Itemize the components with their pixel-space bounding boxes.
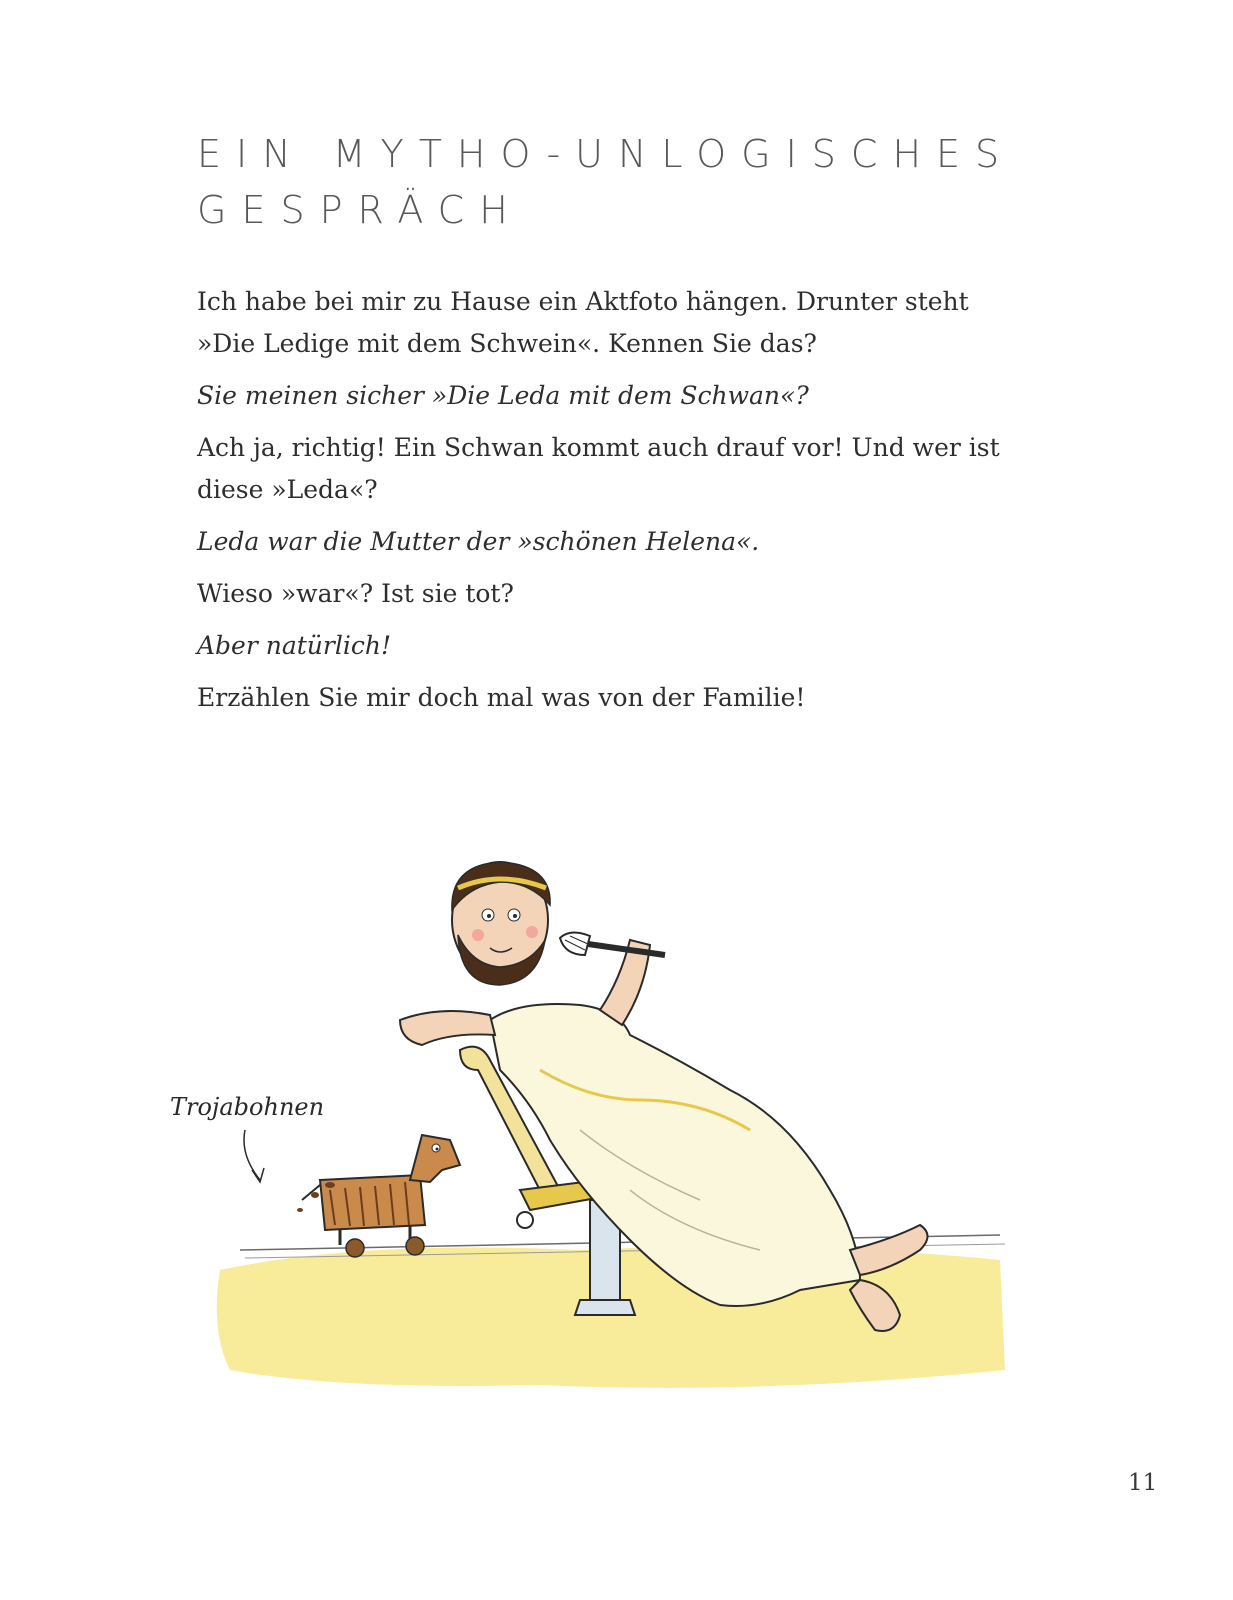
- microphone: [560, 932, 665, 955]
- toy-horse: [297, 1135, 460, 1257]
- dialogue-question: Erzählen Sie mir doch mal was von der Familie!: [197, 683, 806, 712]
- label-arrow: [244, 1130, 260, 1180]
- dialogue-text: [197, 281, 1027, 729]
- dialogue-question: Wieso »war«? Ist sie tot?: [197, 579, 514, 608]
- chapter-title-line-2: GESPRÄCH: [197, 188, 523, 232]
- chapter-title-line-1: EIN MYTHO-UNLOGISCHES: [197, 132, 1015, 176]
- dialogue-question: Ich habe bei mir zu Hause ein Aktfoto hängen. Drunter steht »Die Ledige mit dem Schwein«. Kennen Sie das?: [197, 287, 969, 358]
- dialogue-question: Ach ja, richtig! Ein Schwan kommt auch drauf vor! Und wer ist diese »Leda«?: [197, 433, 1000, 504]
- chapter-title: [197, 126, 1097, 238]
- illustration-label-trojabohnen: Trojabohnen: [170, 1093, 325, 1121]
- page-number: 11: [1128, 1470, 1158, 1496]
- dialogue-answer: Sie meinen sicher »Die Leda mit dem Schwan«?: [197, 381, 809, 410]
- man-head: [452, 862, 550, 985]
- dialogue-answer: Aber natürlich!: [197, 631, 391, 660]
- illustration-reclining-greek-with-microphone: [160, 770, 1040, 1410]
- dialogue-answer: Leda war die Mutter der »schönen Helena«.: [197, 527, 760, 556]
